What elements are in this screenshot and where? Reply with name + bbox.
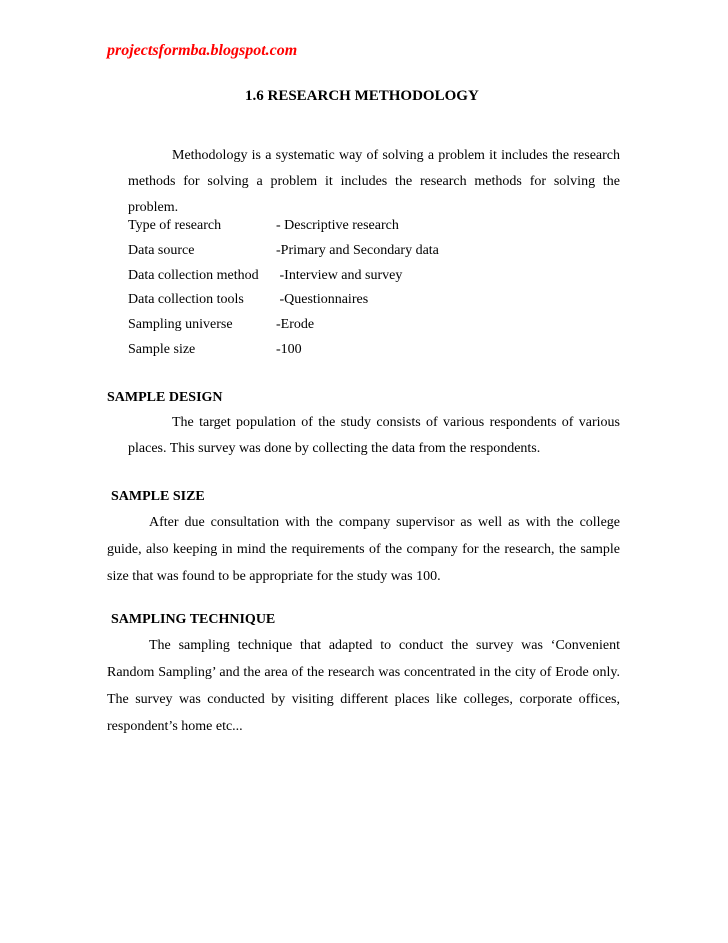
detail-row-data-collection-tools	[128, 292, 368, 308]
detail-value: -Questionnaires	[276, 292, 369, 307]
detail-value: -Erode	[276, 317, 315, 332]
detail-value: -100	[276, 342, 302, 357]
detail-label: Sample size	[128, 342, 196, 357]
detail-row-sample-size	[128, 342, 302, 358]
detail-value: -Primary and Secondary data	[276, 243, 439, 258]
sampling-technique-heading: SAMPLING TECHNIQUE	[111, 612, 276, 627]
detail-label: Data collection method	[128, 268, 259, 283]
detail-label: Data collection tools	[128, 292, 244, 307]
blog-url-header[interactable]: projectsformba.blogspot.com	[107, 42, 298, 59]
detail-value: - Descriptive research	[276, 218, 399, 233]
sampling-technique-paragraph: The sampling technique that adapted to conduct the survey was ‘Convenient Random Sampling’ and the area of the research was concentrated in the city of Erode only. The survey was conducted by visiting different places like colleges, corporate offices, respondent’s home etc...	[107, 638, 620, 734]
detail-label: Sampling universe	[128, 317, 233, 332]
methodology-intro-paragraph: Methodology is a systematic way of solving a problem it includes the research methods for solving a problem it includes the research methods for solving the problem.	[128, 148, 620, 215]
detail-row-type-of-research	[128, 218, 399, 234]
section-title: 1.6 RESEARCH METHODOLOGY	[245, 88, 479, 104]
detail-label: Data source	[128, 243, 195, 258]
sample-design-heading: SAMPLE DESIGN	[107, 390, 223, 405]
detail-value: -Interview and survey	[276, 268, 403, 283]
sample-size-paragraph: After due consultation with the company supervisor as well as with the college guide, also keeping in mind the requirements of the company for the research, the sample size that was found to be appropriate for the study was 100.	[107, 515, 620, 584]
detail-row-data-source	[128, 243, 439, 259]
detail-label: Type of research	[128, 218, 222, 233]
detail-row-sampling-universe	[128, 317, 314, 333]
detail-row-data-collection-method	[128, 268, 402, 284]
sample-design-paragraph: The target population of the study consists of various respondents of various places. This survey was done by collecting the data from the respondents.	[128, 415, 620, 456]
sample-size-heading: SAMPLE SIZE	[111, 489, 205, 504]
